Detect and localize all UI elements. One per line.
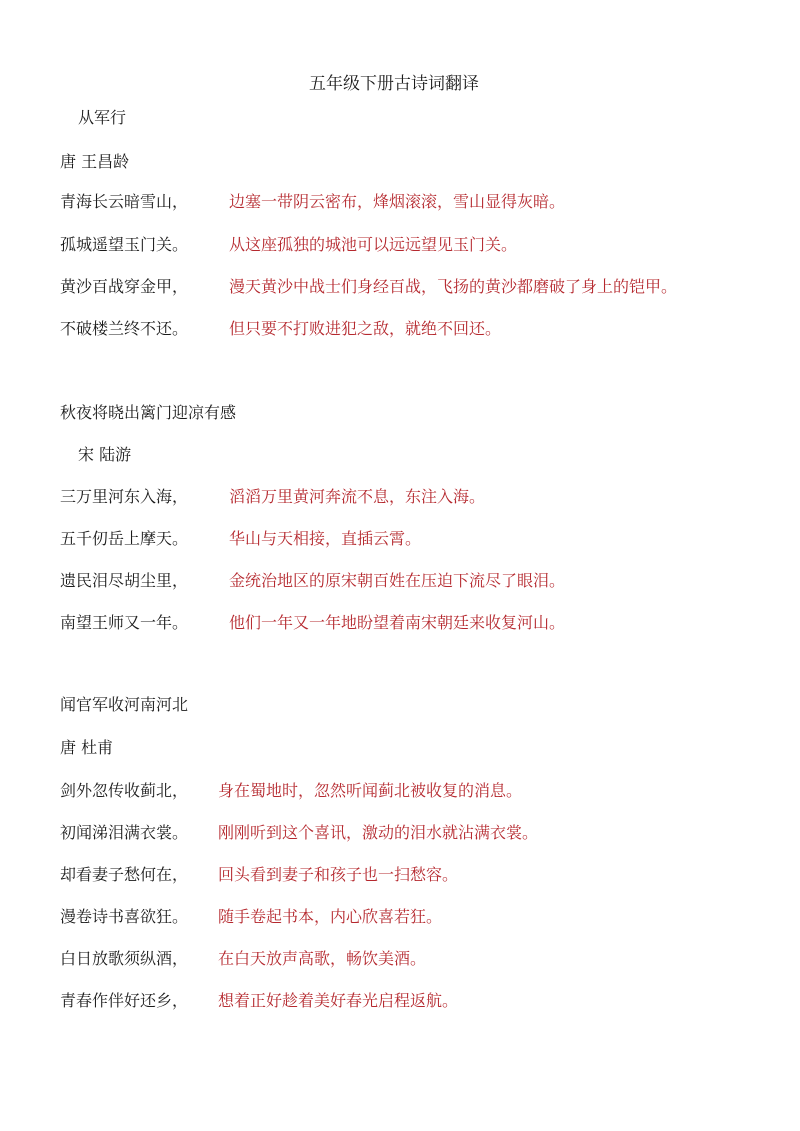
poem-line-translation: 身在蜀地时，忽然听闻蓟北被收复的消息。 bbox=[218, 781, 523, 800]
poem-line-original: 青海长云暗雪山， bbox=[60, 192, 189, 211]
poem-line-original: 青春作伴好还乡， bbox=[60, 991, 189, 1010]
poem-line-translation: 回头看到妻子和孩子也一扫愁容。 bbox=[218, 865, 459, 884]
poem-line-original: 黄沙百战穿金甲， bbox=[60, 277, 189, 296]
poem-line-translation: 刚刚听到这个喜讯，激动的泪水就沾满衣裳。 bbox=[218, 823, 539, 842]
poem-line-original: 初闻涕泪满衣裳。 bbox=[60, 823, 189, 842]
poem-line-translation: 金统治地区的原宋朝百姓在压迫下流尽了眼泪。 bbox=[229, 571, 566, 590]
poem-line-original: 白日放歌须纵酒， bbox=[60, 949, 189, 968]
poem-line-translation: 边塞一带阴云密布，烽烟滚滚，雪山显得灰暗。 bbox=[229, 192, 566, 211]
poem-line-translation: 想着正好趁着美好春光启程返航。 bbox=[218, 991, 459, 1010]
poem-line-original: 孤城遥望玉门关。 bbox=[60, 235, 189, 254]
poem-line-original: 南望王师又一年。 bbox=[60, 613, 189, 632]
poem-line-original: 五千仞岳上摩天。 bbox=[60, 529, 189, 548]
poem-author: 唐 杜甫 bbox=[60, 738, 114, 757]
poem-title: 从军行 bbox=[78, 108, 127, 127]
poem-line-original: 剑外忽传收蓟北， bbox=[60, 781, 189, 800]
poem-line-translation: 但只要不打败进犯之敌，就绝不回还。 bbox=[229, 319, 502, 338]
poem-line-original: 不破楼兰终不还。 bbox=[60, 319, 189, 338]
poem-line-translation: 漫天黄沙中战士们身经百战，飞扬的黄沙都磨破了身上的铠甲。 bbox=[229, 277, 678, 296]
poem-author: 唐 王昌龄 bbox=[60, 152, 130, 171]
poem-line-translation: 他们一年又一年地盼望着南宋朝廷来收复河山。 bbox=[229, 613, 566, 632]
poem-line-translation: 从这座孤独的城池可以远远望见玉门关。 bbox=[229, 235, 518, 254]
poem-line-translation: 华山与天相接，直插云霄。 bbox=[229, 529, 422, 548]
poem-line-original: 遗民泪尽胡尘里， bbox=[60, 571, 189, 590]
page-title: 五年级下册古诗词翻译 bbox=[309, 74, 479, 94]
poem-line-translation: 随手卷起书本，内心欣喜若狂。 bbox=[218, 907, 443, 926]
poem-line-original: 却看妻子愁何在， bbox=[60, 865, 189, 884]
poem-title: 闻官军收河南河北 bbox=[60, 695, 189, 714]
poem-line-translation: 在白天放声高歌，畅饮美酒。 bbox=[218, 949, 427, 968]
poem-line-original: 漫卷诗书喜欲狂。 bbox=[60, 907, 189, 926]
poem-line-original: 三万里河东入海， bbox=[60, 487, 189, 506]
poem-author: 宋 陆游 bbox=[78, 445, 132, 464]
poem-line-translation: 滔滔万里黄河奔流不息，东注入海。 bbox=[229, 487, 486, 506]
poem-title: 秋夜将晓出篱门迎凉有感 bbox=[60, 403, 237, 422]
